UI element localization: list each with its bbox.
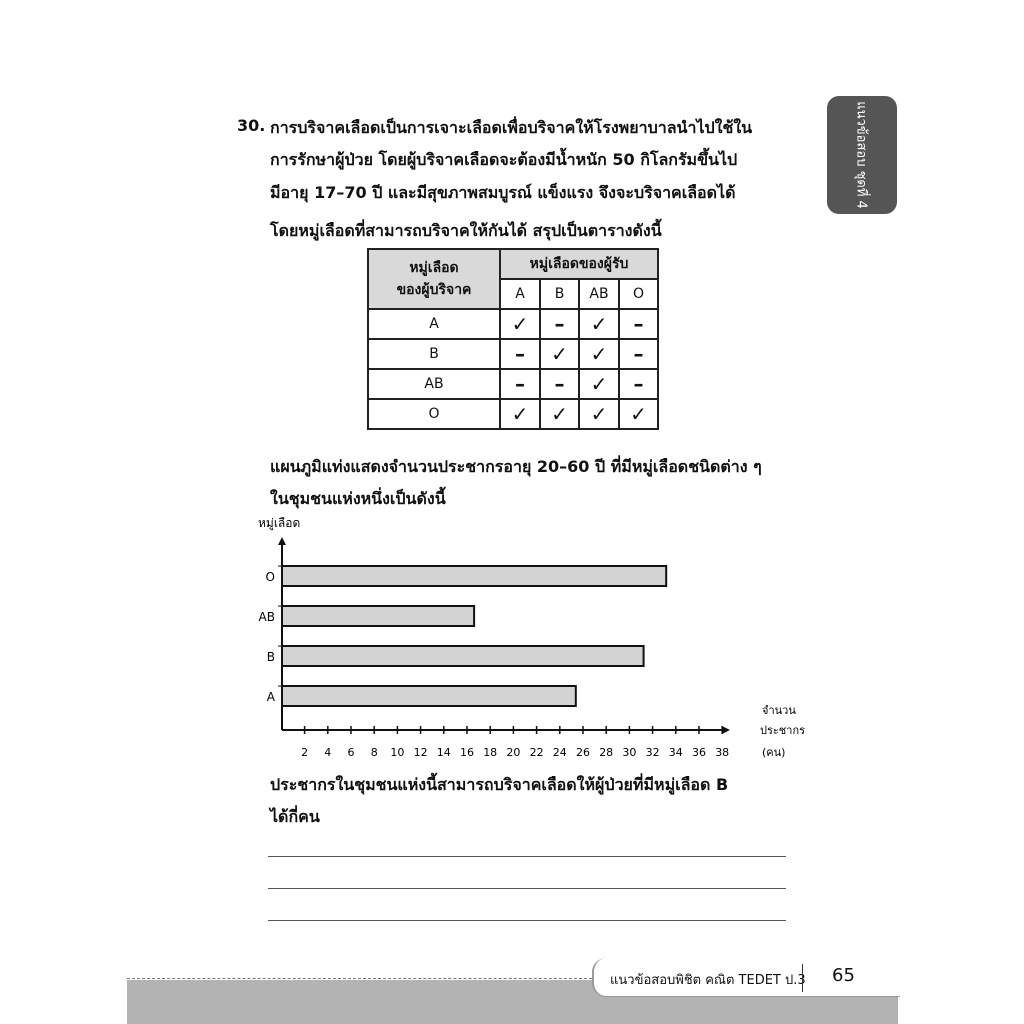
col-header: AB xyxy=(579,279,619,309)
cell: ✓ xyxy=(500,399,540,429)
recipient-header: หมู่เลือดของผู้รับ xyxy=(500,249,658,279)
cell: ✓ xyxy=(579,339,619,369)
side-tab-label: แนวข้อสอบ ชุดที่ 4 xyxy=(853,101,869,209)
donor-cell: O xyxy=(368,399,500,429)
x-tick-label: 26 xyxy=(576,746,590,759)
chart-intro: แผนภูมิแท่งแสดงจำนวนประชากรอายุ 20–60 ปี ที่มีหมู่เลือดชนิดต่าง ๆ xyxy=(270,457,762,476)
question-line: มีอายุ 17–70 ปี และมีสุขภาพสมบูรณ์ แข็งแรง จึงจะบริจาคเลือดได้ xyxy=(270,183,736,202)
bar-ab xyxy=(282,606,474,626)
x-tick-label: 36 xyxy=(692,746,706,759)
cell: – xyxy=(500,369,540,399)
y-axis-arrow xyxy=(278,537,286,545)
cell: ✓ xyxy=(540,399,579,429)
cell: ✓ xyxy=(579,369,619,399)
ask-line: ประชากรในชุมชนแห่งนี้สามารถบริจาคเลือดให้ผู้ป่วยที่มีหมู่เลือด B xyxy=(270,775,729,794)
answer-line[interactable] xyxy=(268,888,786,889)
x-tick-label: 24 xyxy=(552,746,567,759)
y-tick-label: A xyxy=(266,690,275,704)
bar-a xyxy=(282,686,576,706)
x-tick-label: 32 xyxy=(645,746,660,759)
bar-b xyxy=(282,646,644,666)
cell: – xyxy=(619,339,658,369)
chart-intro: ในชุมชนแห่งหนึ่งเป็นดังนี้ xyxy=(270,489,446,508)
col-header: B xyxy=(540,279,579,309)
page-number: 65 xyxy=(832,965,855,986)
cell: ✓ xyxy=(579,309,619,339)
donor-cell: B xyxy=(368,339,500,369)
cell: ✓ xyxy=(579,399,619,429)
y-tick-label: B xyxy=(266,650,275,664)
x-tick-label: 22 xyxy=(529,746,544,759)
question-number: 30. xyxy=(237,116,266,135)
x-tick-label: 18 xyxy=(483,746,498,759)
x-tick-label: 10 xyxy=(390,746,405,759)
donor-header: หมู่เลือด ของผู้บริจาค xyxy=(368,249,500,309)
footer-divider xyxy=(802,964,803,992)
footer-title: แนวข้อสอบพิชิต คณิต TEDET ป.3 xyxy=(610,973,806,988)
cell: – xyxy=(619,309,658,339)
x-tick-label: 34 xyxy=(668,746,683,759)
donor-cell: A xyxy=(368,309,500,339)
x-tick-label: 4 xyxy=(324,746,332,759)
col-header: A xyxy=(500,279,540,309)
x-axis-label: ประชากร xyxy=(760,724,806,737)
y-tick-label: O xyxy=(265,570,275,584)
question-line: การบริจาคเลือดเป็นการเจาะเลือดเพื่อบริจาคให้โรงพยาบาลนำไปใช้ใน xyxy=(270,118,753,137)
x-tick-label: 2 xyxy=(301,746,309,759)
cell: – xyxy=(500,339,540,369)
x-axis-label: (คน) xyxy=(762,746,786,759)
ask-line: ได้กี่คน xyxy=(270,807,320,826)
cell: – xyxy=(619,369,658,399)
y-tick-label: AB xyxy=(258,610,275,624)
footer-dash xyxy=(127,978,597,979)
x-tick-label: 6 xyxy=(347,746,355,759)
cell: ✓ xyxy=(619,399,658,429)
x-tick-label: 16 xyxy=(460,746,474,759)
x-tick-label: 30 xyxy=(622,746,637,759)
donor-cell: AB xyxy=(368,369,500,399)
x-tick-label: 20 xyxy=(506,746,521,759)
x-axis-label: จำนวน xyxy=(762,704,796,717)
x-axis-arrow xyxy=(722,726,730,734)
y-axis-label: หมู่เลือด xyxy=(258,516,301,530)
cell: – xyxy=(540,309,579,339)
cell: ✓ xyxy=(540,339,579,369)
x-tick-label: 28 xyxy=(599,746,614,759)
footer-pill xyxy=(592,958,900,997)
bar-o xyxy=(282,566,666,586)
cell: – xyxy=(540,369,579,399)
answer-line[interactable] xyxy=(268,920,786,921)
answer-line[interactable] xyxy=(268,856,786,857)
x-tick-label: 8 xyxy=(370,746,378,759)
cell: ✓ xyxy=(500,309,540,339)
question-line: การรักษาผู้ป่วย โดยผู้บริจาคเลือดจะต้องมีน้ำหนัก 50 กิโลกรัมขึ้นไป xyxy=(270,150,738,169)
x-tick-label: 38 xyxy=(715,746,730,759)
x-tick-label: 12 xyxy=(413,746,428,759)
x-tick-label: 14 xyxy=(436,746,451,759)
col-header: O xyxy=(619,279,658,309)
question-line: โดยหมู่เลือดที่สามารถบริจาคให้กันได้ สรุปเป็นตารางดังนี้ xyxy=(270,221,662,240)
